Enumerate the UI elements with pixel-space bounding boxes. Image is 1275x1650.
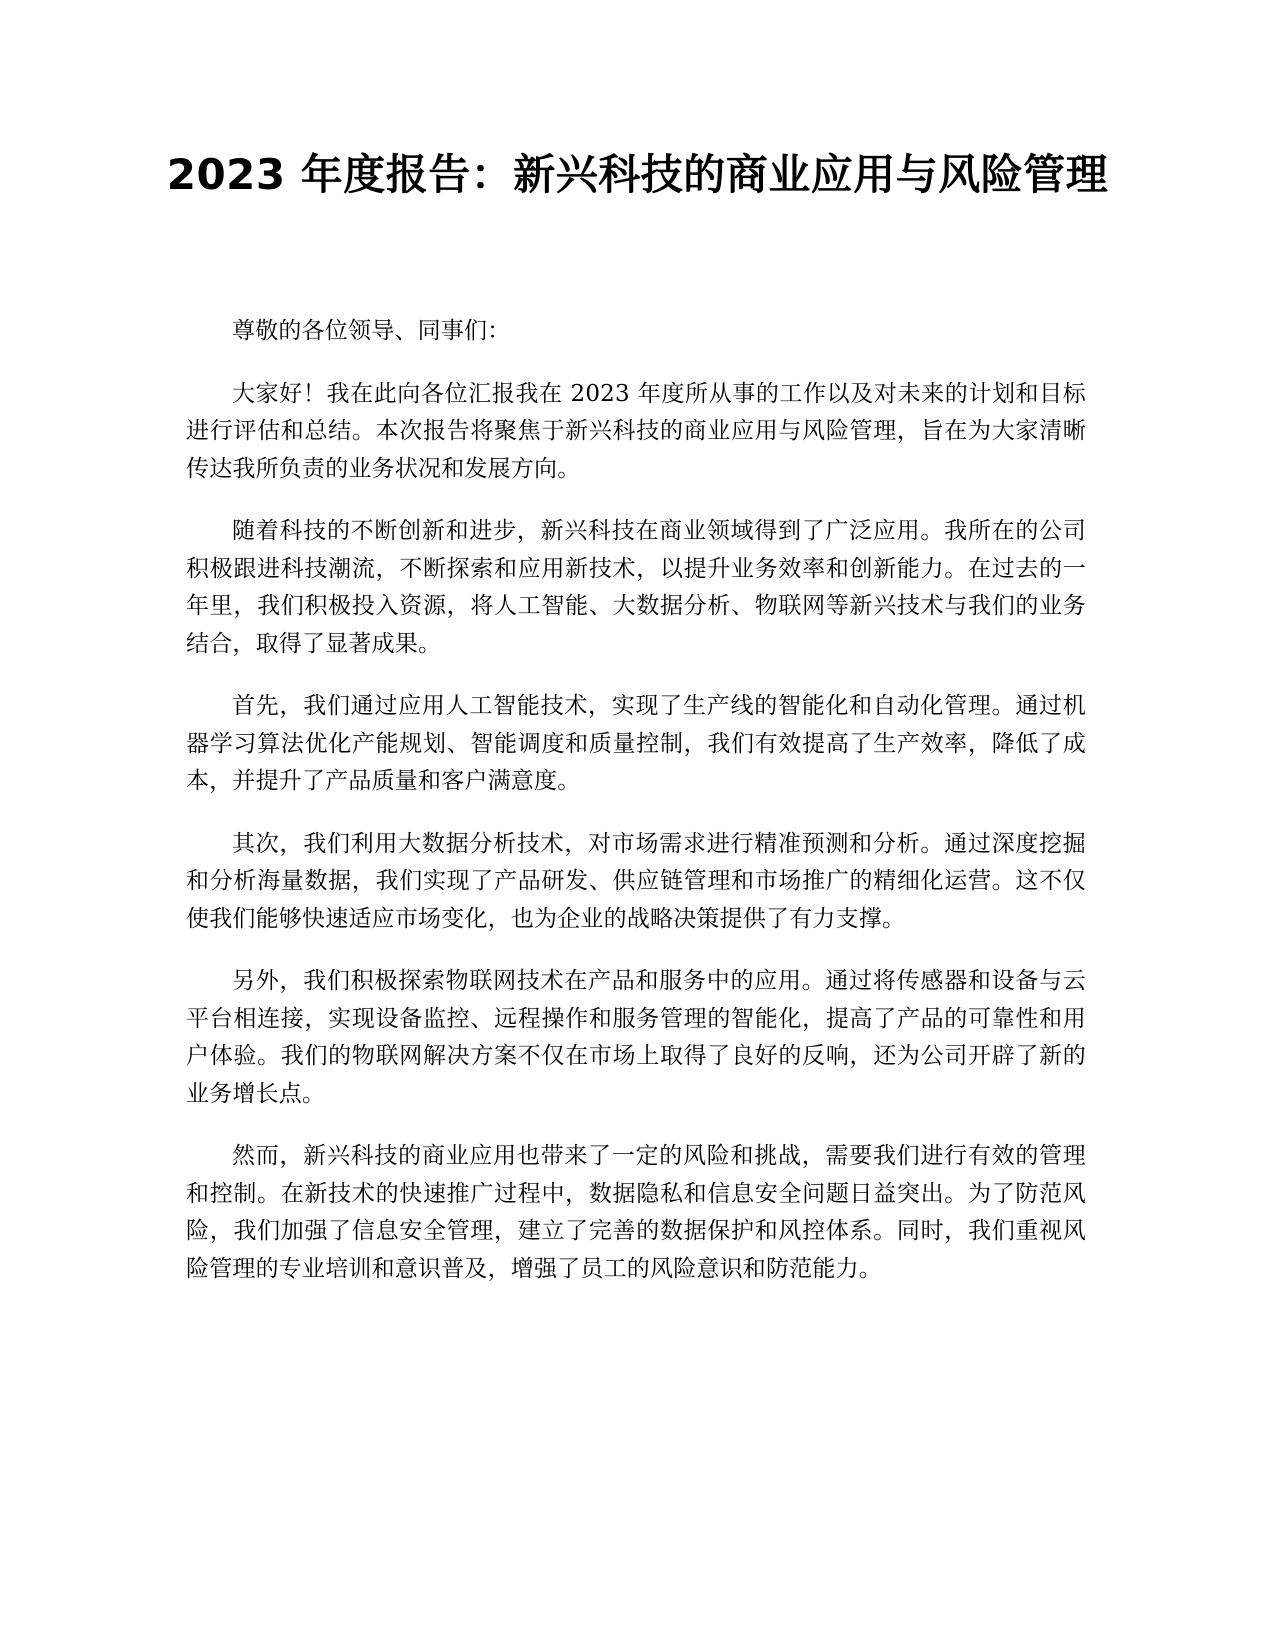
body-paragraph: 随着科技的不断创新和进步，新兴科技在商业领域得到了广泛应用。我所在的公司积极跟进科技潮流，不断探索和应用新技术，以提升业务效率和创新能力。在过去的一年里，我们积极投入资源，将人工智能、大数据分析、物联网等新兴技术与我们的业务结合，取得了显著成果。: [186, 518, 1086, 657]
body-paragraph: 然而，新兴科技的商业应用也带来了一定的风险和挑战，需要我们进行有效的管理和控制。在新技术的快速推广过程中，数据隐私和信息安全问题日益突出。为了防范风险，我们加强了信息安全管理，建立了完善的数据保护和风控体系。同时，我们重视风险管理的专业培训和意识普及，增强了员工的风险意识和防范能力。: [186, 1143, 1086, 1282]
document-title: 2023 年度报告：新兴科技的商业应用与风险管理: [166, 150, 1109, 199]
body-paragraph: 另外，我们积极探索物联网技术在产品和服务中的应用。通过将传感器和设备与云平台相连接，实现设备监控、远程操作和服务管理的智能化，提高了产品的可靠性和用户体验。我们的物联网解决方案不仅在市场上取得了良好的反响，还为公司开辟了新的业务增长点。: [186, 968, 1086, 1107]
salutation-paragraph: 尊敬的各位领导、同事们：: [232, 318, 511, 344]
document-body: [186, 313, 1086, 1288]
body-paragraph: 大家好！我在此向各位汇报我在 2023 年度所从事的工作以及对未来的计划和目标进行评估和总结。本次报告将聚焦于新兴科技的商业应用与风险管理，旨在为大家清晰传达我所负责的业务状况和发展方向。: [186, 380, 1086, 482]
body-paragraph: 其次，我们利用大数据分析技术，对市场需求进行精准预测和分析。通过深度挖掘和分析海量数据，我们实现了产品研发、供应链管理和市场推广的精细化运营。这不仅使我们能够快速适应市场变化，也为企业的战略决策提供了有力支撑。: [186, 830, 1086, 932]
body-paragraph: 首先，我们通过应用人工智能技术，实现了生产线的智能化和自动化管理。通过机器学习算法优化产能规划、智能调度和质量控制，我们有效提高了生产效率，降低了成本，并提升了产品质量和客户满意度。: [186, 693, 1086, 794]
